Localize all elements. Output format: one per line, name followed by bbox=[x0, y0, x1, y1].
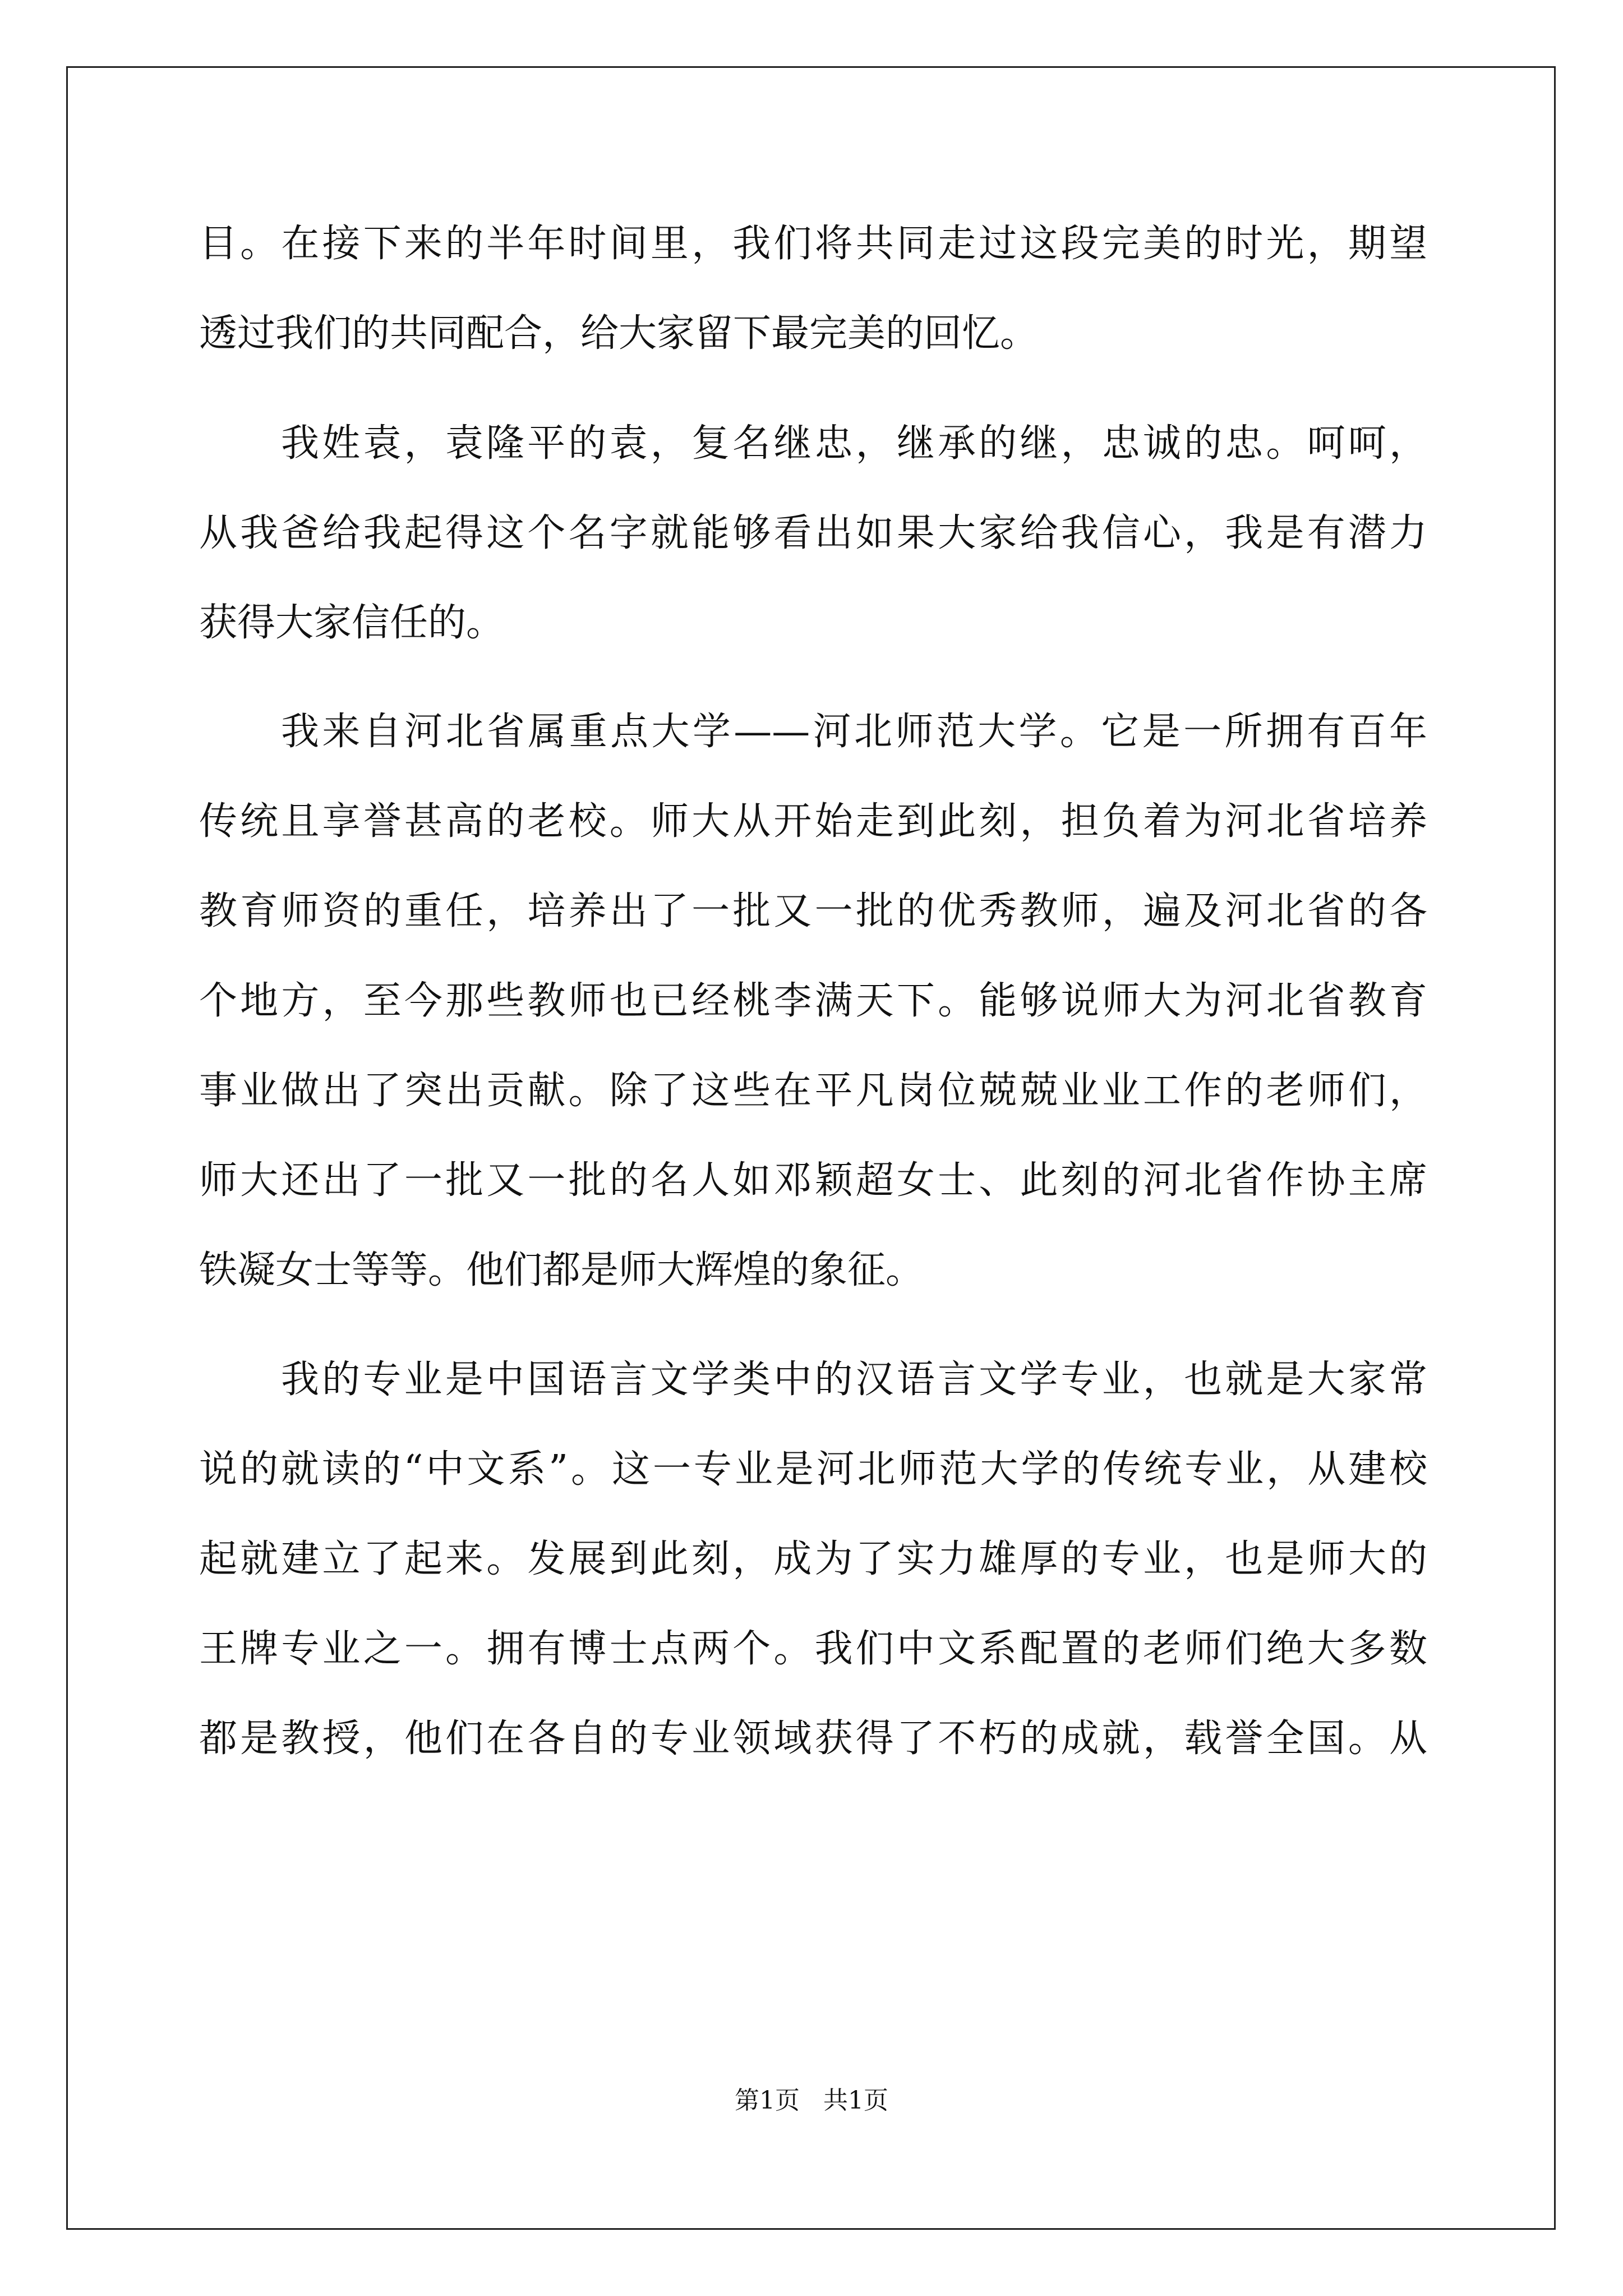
text-line: 起就建立了起来。发展到此刻，成为了实力雄厚的专业，也是师大的 bbox=[199, 1537, 1427, 1581]
text-line: 个地方，至今那些教师也已经桃李满天下。能够说师大为河北省教育 bbox=[199, 979, 1427, 1023]
text-line: 师大还出了一批又一批的名人如邓颖超女士、此刻的河北省作协主席 bbox=[199, 1158, 1427, 1203]
text-line: 说的就读的“中文系”。这一专业是河北师范大学的传统专业，从建校 bbox=[199, 1447, 1427, 1492]
text-line: 传统且享誉甚高的老校。师大从开始走到此刻，担负着为河北省培养 bbox=[199, 799, 1427, 844]
text-line: 事业做出了突出贡献。除了这些在平凡岗位兢兢业业工作的老师们， bbox=[199, 1069, 1427, 1113]
paragraph-first-line: 我姓袁，袁隆平的袁，复名继忠，继承的继，忠诚的忠。呵呵， bbox=[281, 421, 1427, 466]
paragraph-first-line: 我的专业是中国语言文学类中的汉语言文学专业，也就是大家常 bbox=[281, 1358, 1427, 1402]
text-line: 铁凝女士等等。他们都是师大辉煌的象征。 bbox=[199, 1248, 924, 1292]
text-line: 教育师资的重任，培养出了一批又一批的优秀教师，遍及河北省的各 bbox=[199, 889, 1427, 933]
text-line: 目。在接下来的半年时间里，我们将共同走过这段完美的时光，期望 bbox=[199, 222, 1427, 266]
text-line: 都是教授，他们在各自的专业领域获得了不朽的成就，载誉全国。从 bbox=[199, 1717, 1427, 1761]
text-line: 透过我们的共同配合，给大家留下最完美的回忆。 bbox=[199, 311, 1039, 356]
text-line: 从我爸给我起得这个名字就能够看出如果大家给我信心，我是有潜力 bbox=[199, 511, 1427, 555]
page-footer: 第1页 共1页 bbox=[735, 2086, 888, 2115]
text-line: 获得大家信任的。 bbox=[199, 601, 505, 645]
paragraph-first-line: 我来自河北省属重点大学——河北师范大学。它是一所拥有百年 bbox=[281, 710, 1427, 754]
text-line: 王牌专业之一。拥有博士点两个。我们中文系配置的老师们绝大多数 bbox=[199, 1627, 1427, 1671]
